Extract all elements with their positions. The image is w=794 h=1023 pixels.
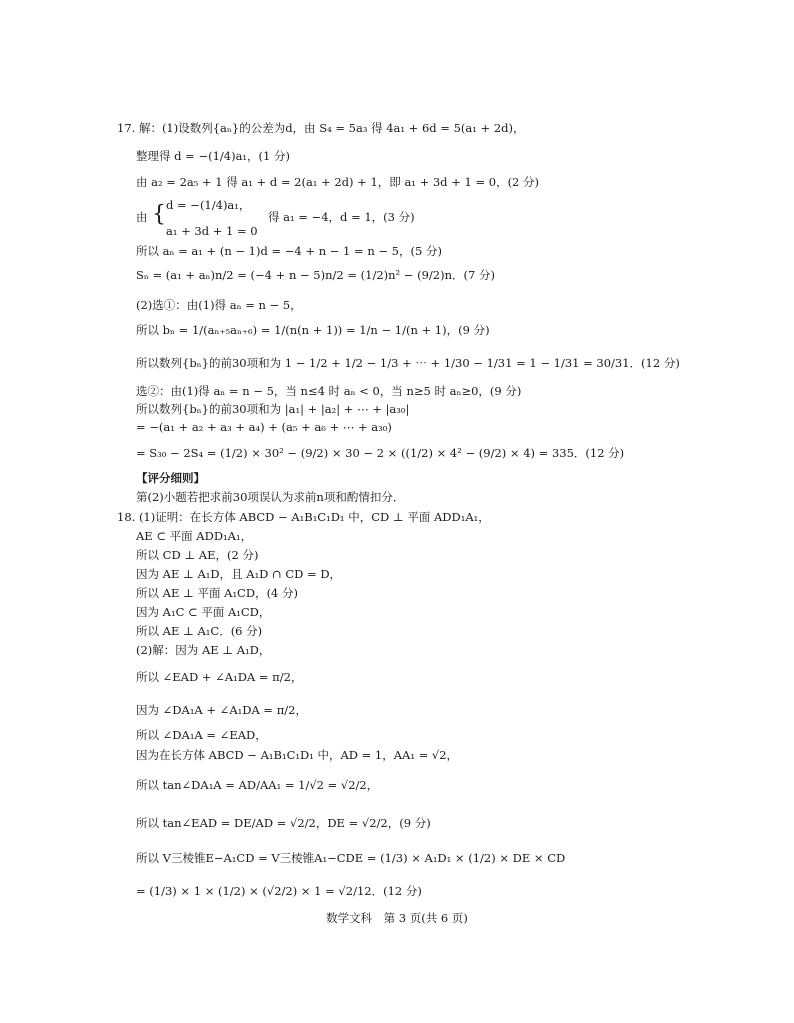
p17-line-9: 所以数列{bₙ}的前30项和为 1 − 1/2 + 1/2 − 1/3 + ⋯ + 1/30 − 1/31 = 1 − 1/31 = 30/31．(12 分) [136, 356, 680, 370]
p18-line-4: 因为 AE ⊥ A₁D，且 A₁D ∩ CD = D， [136, 567, 342, 581]
p17-line-8: 所以 bₙ = 1/(aₙ₊₅aₙ₊₆) = 1/(n(n + 1)) = 1/n − 1/(n + 1)，(9 分) [136, 323, 490, 337]
p18-line-14: 所以 tan∠EAD = DE/AD = √2/2，DE = √2/2，(9 分) [136, 816, 431, 830]
p18-line-12: 因为在长方体 ABCD − A₁B₁C₁D₁ 中，AD = 1，AA₁ = √2， [136, 748, 459, 762]
page-footer: 数学文科 第 3 页(共 6 页) [326, 911, 468, 925]
p18-line-3: 所以 CD ⊥ AE，(2 分) [136, 548, 259, 562]
p17-line-12: = −(a₁ + a₂ + a₃ + a₄) + (a₅ + a₆ + ⋯ + a₃₀) [136, 420, 392, 434]
p18-line-13: 所以 tan∠DA₁A = AD/AA₁ = 1/√2 = √2/2， [136, 778, 379, 792]
p18-line-6: 因为 A₁C ⊂ 平面 A₁CD， [136, 605, 271, 619]
p17-system-brace: { [152, 202, 166, 227]
p17-line-5: 所以 aₙ = a₁ + (n − 1)d = −4 + n − 1 = n − 5，(5 分) [136, 244, 442, 258]
p18-line-9: 所以 ∠EAD + ∠A₁DA = π/2， [136, 670, 303, 684]
p18-line-1: 18. (1)证明：在长方体 ABCD − A₁B₁C₁D₁ 中，CD ⊥ 平面 ADD₁A₁， [117, 510, 490, 524]
p17-system-result: 得 a₁ = −4，d = 1，(3 分) [268, 210, 415, 224]
p17-line-7: (2)选①：由(1)得 aₙ = n − 5， [136, 298, 302, 312]
p17-system-lead: 由 [136, 210, 148, 224]
p17-line-6: Sₙ = (a₁ + aₙ)n/2 = (−4 + n − 5)n/2 = (1/2)n² − (9/2)n．(7 分) [136, 268, 495, 282]
p18-line-8: (2)解：因为 AE ⊥ A₁D， [136, 643, 271, 657]
p18-line-2: AE ⊂ 平面 ADD₁A₁， [136, 529, 253, 543]
p17-line-3: 由 a₂ = 2a₅ + 1 得 a₁ + d = 2(a₁ + 2d) + 1，即 a₁ + 3d + 1 = 0，(2 分) [136, 175, 540, 189]
rubric-text: 第(2)小题若把求前30项误认为求前n项和酌情扣分． [136, 490, 405, 504]
p17-line-11: 所以数列{bₙ}的前30项和为 |a₁| + |a₂| + ⋯ + |a₃₀| [136, 402, 410, 416]
p17-line-13: = S₃₀ − 2S₄ = (1/2) × 30² − (9/2) × 30 − 2 × ((1/2) × 4² − (9/2) × 4) = 335．(12 分) [136, 446, 625, 460]
p17-line-10: 选②：由(1)得 aₙ = n − 5，当 n≤4 时 aₙ < 0，当 n≥5 时 aₙ≥0，(9 分) [136, 384, 522, 398]
p18-line-16: = (1/3) × 1 × (1/2) × (√2/2) × 1 = √2/12．(12 分) [136, 884, 422, 898]
p17-line-1: 17. 解：(1)设数列{aₙ}的公差为d，由 S₄ = 5a₃ 得 4a₁ + 6d = 5(a₁ + 2d)， [117, 121, 525, 135]
p18-line-15: 所以 V三棱锥E−A₁CD = V三棱锥A₁−CDE = (1/3) × A₁D₁ × (1/2) × DE × CD [136, 851, 566, 865]
p18-line-11: 所以 ∠DA₁A = ∠EAD， [136, 728, 267, 742]
p18-line-7: 所以 AE ⊥ A₁C．(6 分) [136, 624, 263, 638]
p18-line-5: 所以 AE ⊥ 平面 A₁CD，(4 分) [136, 586, 299, 600]
rubric-title: 【评分细则】 [136, 471, 205, 485]
p17-system-eq2: a₁ + 3d + 1 = 0 [166, 224, 258, 238]
p18-line-10: 因为 ∠DA₁A + ∠A₁DA = π/2， [136, 703, 307, 717]
p17-line-2: 整理得 d = −(1/4)a₁，(1 分) [136, 149, 290, 163]
p17-system-eq1: d = −(1/4)a₁， [166, 198, 251, 212]
